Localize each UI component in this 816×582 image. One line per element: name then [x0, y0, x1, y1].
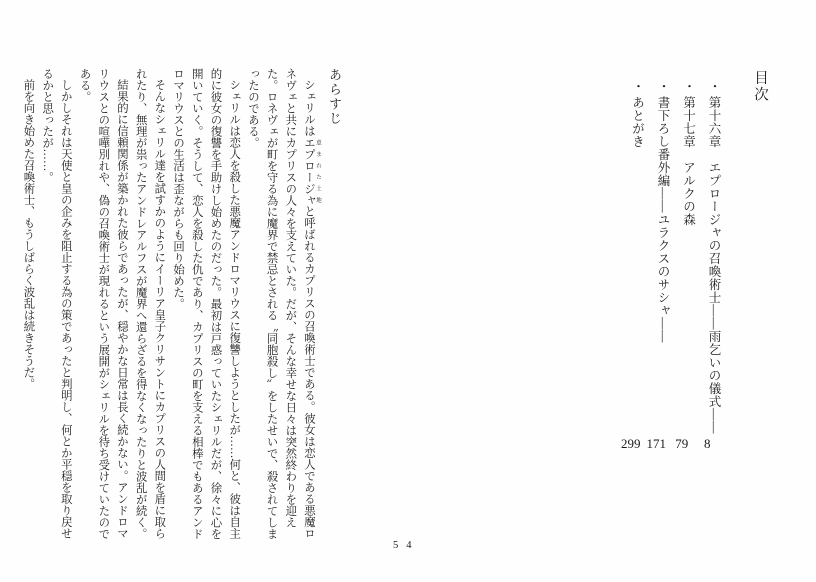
ruby-base: エプロージャ [303, 136, 315, 206]
bullet-icon: ・ [681, 80, 696, 93]
toc-entry-chapter-17 [675, 70, 701, 470]
ruby-text: 恵まれた土地 [315, 136, 321, 206]
folio-right-page: 4 [406, 540, 412, 551]
synopsis-paragraph-1-pre: シェリルは [303, 79, 315, 137]
synopsis-paragraph-1-post: と呼ばれるカプリスの召喚術士である。彼女は恋人である悪魔ロネヴェと共にカプリスの人々を支えていた。だが、そんな幸せな日々は突然終わりを迎えた。ロネヴェが町を守る為に魔界で禁忌とされる〝同胞殺し〟をしたせいで、殺されてしまったのである。 [246, 68, 315, 540]
toc-entry-chapter-16 [701, 70, 727, 470]
toc-page-number-chapter-17: 79 [675, 436, 689, 451]
ruby-annotation-eproja [303, 136, 321, 206]
toc-page-number-chapter-16: 8 [704, 436, 711, 451]
synopsis-paragraph-5: しかしそれは天使と皇の企みを阻止する為の策であったと判明し、何とか平穏を取り戻せるかと思ったが……。 [41, 68, 72, 540]
synopsis-title: あらすじ [327, 68, 342, 126]
toc-entry-afterword [624, 70, 650, 470]
synopsis-paragraph-3: そんなシェリル達を試すかのようにイーリア皇子クリサントにカプリスの人間を盾に取られたり、無理が祟ったアンドレアルフスが魔界へ還らざるを得なくなったりと波乱が続く。 [134, 68, 166, 540]
toc-entry-label: あとがき [630, 96, 645, 148]
bullet-icon: ・ [707, 80, 721, 93]
folio-page-numbers [393, 540, 412, 551]
synopsis-paragraph-1 [243, 68, 321, 540]
synopsis-paragraph-6: 前を向き始めた召喚術士、もうしばらく波乱は続きそうだ。 [22, 79, 35, 390]
bullet-icon: ・ [656, 80, 670, 93]
toc-entry-label: 第十六章 エプロージャの召喚術士——雨乞いの儀式—— [707, 96, 721, 434]
synopsis-section [22, 68, 344, 540]
toc-entry-label: 第十七章 アルクの森 [681, 96, 696, 226]
toc-entry-label: 書下ろし番外編——ユラクスのサシャ—— [656, 96, 670, 343]
toc-entry-extra-story [650, 70, 676, 470]
toc-page-number-extra-story: 171 [646, 436, 666, 451]
toc-title: 目次 [752, 70, 768, 103]
synopsis-paragraph-4: 結果的に信頼関係が築かれた彼らであったが、穏やかな日常は長く続かない。アンドロマリウスとの喧嘩別れや、偽の召喚術士が現れるという展開がシェリルを待ち受けていたのである。 [78, 68, 128, 540]
folio-left-page: 5 [393, 540, 399, 551]
toc-page-number-afterword: 299 [621, 436, 641, 451]
toc-page-numbers [618, 436, 720, 452]
synopsis-paragraph-2: シェリルは恋人を殺した悪魔アンドロマリウスに復讐しようとしたが……何と、彼は自主的に彼女の復讐を手助けし始めたのだった。最初は戸惑っていたシェリルだが、徐々に心を開いていく。そうして、恋人を殺した仇であり、カプリスの町を支える相棒でもあるアンドロマリウスとの生活は歪ながらも回り始めた。 [172, 68, 241, 540]
bullet-icon: ・ [630, 80, 645, 93]
toc-section [624, 70, 770, 470]
